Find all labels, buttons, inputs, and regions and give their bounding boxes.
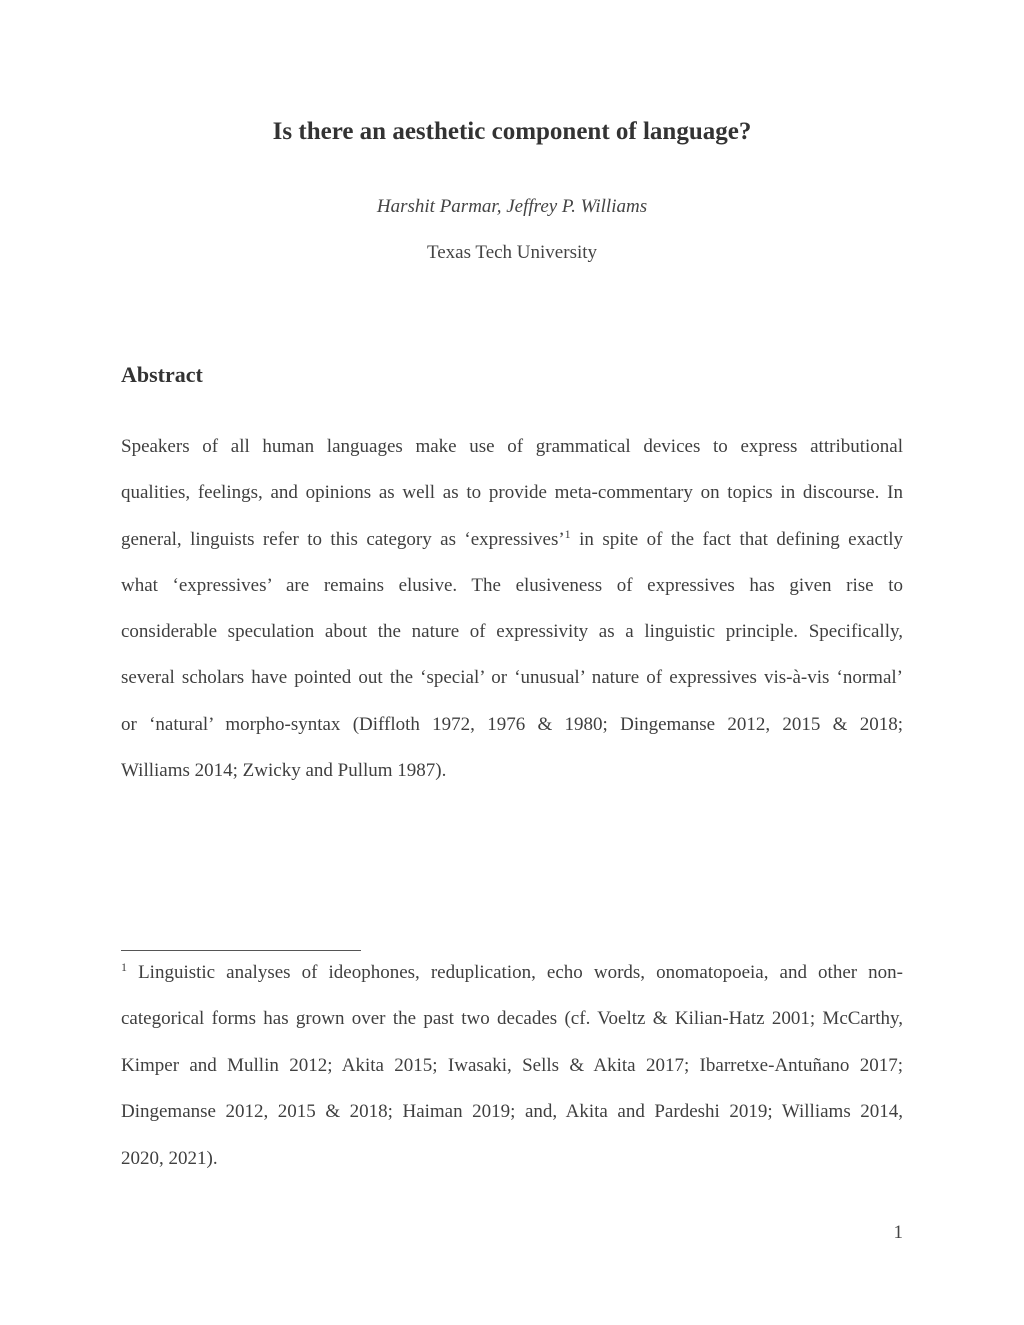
footnote-divider xyxy=(121,950,361,951)
abstract-line xyxy=(121,517,903,563)
abstract-line: considerable speculation about the nature of expressivity as a linguistic principle. Specifically, xyxy=(121,621,903,643)
footnote-line-text: Linguistic analyses of ideophones, reduplication, echo words, onomatopoeia, and other non- xyxy=(127,962,903,983)
abstract-line-part: in spite of the fact that defining exactly xyxy=(570,528,903,550)
footnote xyxy=(121,956,903,1188)
abstract-heading: Abstract xyxy=(121,362,203,387)
abstract-line-part: general, linguists refer to this category as ‘expressives’ xyxy=(121,528,565,550)
abstract-line: or ‘natural’ morpho-syntax (Diffloth 1972, 1976 & 1980; Dingemanse 2012, 2015 & 2018; xyxy=(121,713,903,735)
abstract-body xyxy=(121,424,903,794)
abstract-line: what ‘expressives’ are remains elusive. The elusiveness of expressives has given rise to xyxy=(121,574,903,596)
affiliation: Texas Tech University xyxy=(426,242,598,263)
footnote-reference: 1 xyxy=(564,526,571,541)
abstract-line: several scholars have pointed out the ‘special’ or ‘unusual’ nature of expressives vis-à-vis ‘normal’ xyxy=(121,667,903,689)
footnote-line: Dingemanse 2012, 2015 & 2018; Haiman 2019; and, Akita and Pardeshi 2019; Williams 2014, xyxy=(121,1101,903,1123)
abstract-line: Speakers of all human languages make use of grammatical devices to express attributional xyxy=(121,436,903,457)
paper-title: Is there an aesthetic component of language? xyxy=(272,118,752,145)
footnote-number: 1 xyxy=(121,960,127,974)
page-number: 1 xyxy=(893,1222,903,1243)
footnote-line xyxy=(121,956,903,1002)
footnote-line: categorical forms has grown over the past two decades (cf. Voeltz & Kilian-Hatz 2001; McCarthy, xyxy=(121,1008,903,1030)
abstract-line: Williams 2014; Zwicky and Pullum 1987). xyxy=(121,760,447,782)
footnote-line: 2020, 2021). xyxy=(121,1147,218,1169)
footnote-line: Kimper and Mullin 2012; Akita 2015; Iwasaki, Sells & Akita 2017; Ibarretxe-Antuñano 2017; xyxy=(121,1054,903,1076)
author-list: Harshit Parmar, Jeffrey P. Williams xyxy=(376,196,648,217)
abstract-line: qualities, feelings, and opinions as well as to provide meta-commentary on topics in discourse. In xyxy=(121,482,903,504)
